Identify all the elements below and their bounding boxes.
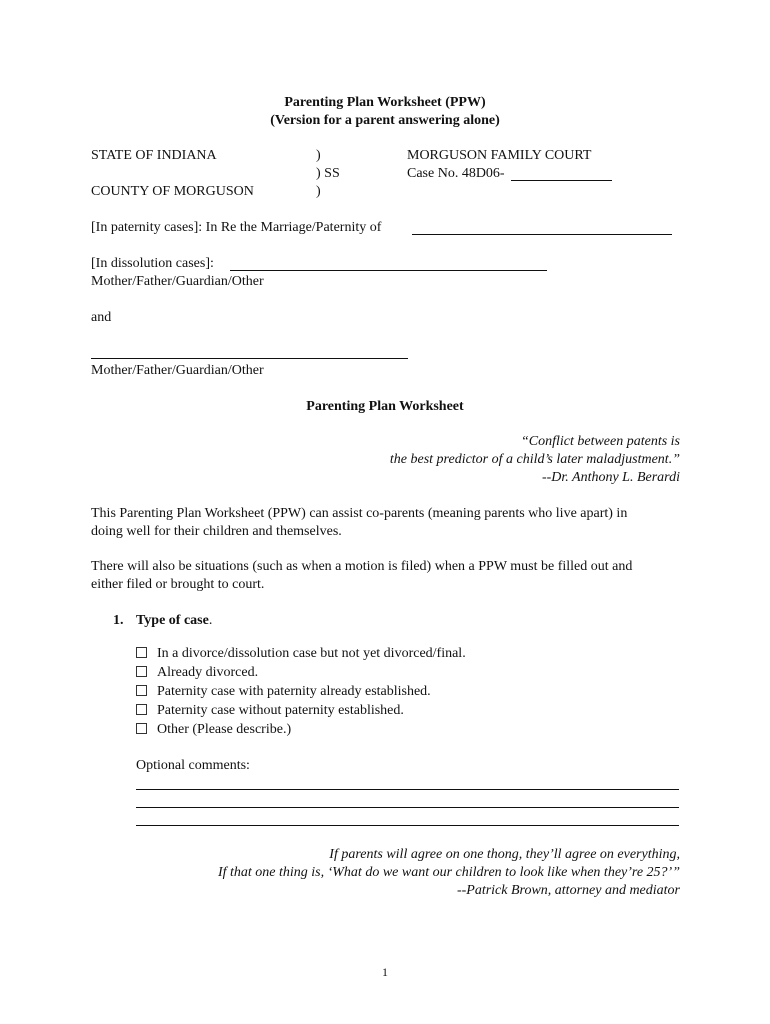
option-label: Other (Please describe.)	[157, 722, 292, 737]
case-type-option[interactable]	[136, 683, 431, 701]
quote1-line2: the best predictor of a child’s later maladjustment.”	[389, 452, 680, 467]
comments-label: Optional comments:	[136, 758, 250, 773]
party2-role: Mother/Father/Guardian/Other	[91, 363, 264, 378]
case-type-option[interactable]	[136, 664, 258, 682]
checkbox[interactable]	[136, 704, 147, 715]
and-text: and	[91, 310, 112, 325]
caption-paren-1: )	[316, 148, 321, 163]
quote1-line1: “Conflict between patents is	[520, 434, 680, 449]
quote2-line2: If that one thing is, ‘What do we want our children to look like when they’re 25?’”	[217, 865, 680, 880]
checkbox[interactable]	[136, 723, 147, 734]
q1-heading	[136, 612, 212, 630]
quote2-author: --Patrick Brown, attorney and mediator	[456, 883, 680, 898]
paternity-name-field[interactable]	[412, 234, 672, 235]
case-number-field[interactable]	[511, 180, 612, 181]
q1-number: 1.	[113, 613, 124, 628]
document-subtitle: (Version for a parent answering alone)	[270, 113, 500, 128]
comments-line-1[interactable]	[136, 789, 679, 790]
option-label: Paternity case with paternity already established.	[157, 684, 431, 699]
state-label: STATE OF INDIANA	[91, 148, 217, 163]
document-title: Parenting Plan Worksheet (PPW)	[284, 95, 486, 110]
q1-title: Type of case	[136, 613, 209, 628]
checkbox[interactable]	[136, 666, 147, 677]
intro-p2-line2: either filed or brought to court.	[91, 577, 265, 592]
case-type-option[interactable]	[136, 721, 291, 739]
intro-p1-line1: This Parenting Plan Worksheet (PPW) can assist co-parents (meaning parents who live apart) in	[91, 506, 628, 521]
party2-name-field[interactable]	[91, 358, 408, 359]
comments-line-2[interactable]	[136, 807, 679, 808]
intro-p2-line1: There will also be situations (such as when a motion is filed) when a PPW must be filled out and	[91, 559, 633, 574]
caption-paren-3: )	[316, 184, 321, 199]
party1-role: Mother/Father/Guardian/Other	[91, 274, 264, 289]
comments-line-3[interactable]	[136, 825, 679, 826]
option-label: Paternity case without paternity established.	[157, 703, 404, 718]
caption-paren-ss: ) SS	[316, 166, 340, 181]
quote1-author: --Dr. Anthony L. Berardi	[541, 470, 680, 485]
case-number-label: Case No. 48D06-	[407, 166, 505, 181]
q1-period: .	[208, 613, 213, 628]
page-number: 1	[382, 965, 388, 979]
case-type-option[interactable]	[136, 645, 466, 663]
checkbox[interactable]	[136, 647, 147, 658]
dissolution-name-field[interactable]	[230, 270, 547, 271]
option-label: In a divorce/dissolution case but not yet divorced/final.	[157, 646, 466, 661]
court-name: MORGUSON FAMILY COURT	[407, 148, 592, 163]
county-label: COUNTY OF MORGUSON	[91, 184, 254, 199]
intro-p1-line2: doing well for their children and themselves.	[91, 524, 342, 539]
paternity-label: [In paternity cases]: In Re the Marriage/Paternity of	[91, 220, 382, 235]
option-label: Already divorced.	[157, 665, 259, 680]
case-type-option[interactable]	[136, 702, 404, 720]
section-title: Parenting Plan Worksheet	[306, 399, 464, 414]
checkbox[interactable]	[136, 685, 147, 696]
dissolution-label: [In dissolution cases]:	[91, 256, 214, 271]
quote2-line1: If parents will agree on one thong, they’ll agree on everything,	[329, 847, 680, 862]
